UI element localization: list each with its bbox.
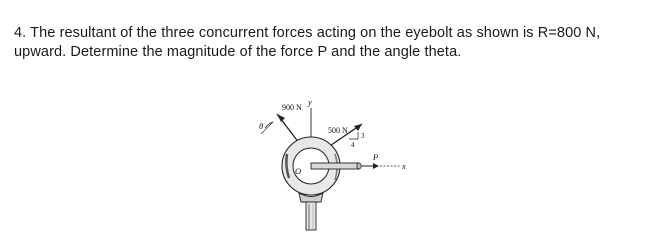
eyebolt-diagram xyxy=(255,96,415,234)
y-axis-label: y xyxy=(308,97,312,107)
eyebolt-figure xyxy=(255,96,415,234)
eyebolt-stem xyxy=(306,202,316,230)
force-900-label: 900 N xyxy=(282,103,302,112)
force-900-arrowhead xyxy=(277,114,285,122)
force-p-arrowhead xyxy=(373,163,379,169)
force-500-label: 500 N xyxy=(328,126,348,135)
x-axis-label: x xyxy=(402,161,406,171)
slope-run-label: 4 xyxy=(351,141,355,149)
horizontal-rod xyxy=(311,163,359,169)
rod-end xyxy=(357,163,361,169)
problem-statement xyxy=(14,24,644,62)
problem-line-2: upward. Determine the magnitude of the force P and the angle theta. xyxy=(14,44,462,60)
problem-line-1: 4. The resultant of the three concurrent forces acting on the eyebolt as shown is R=800 N, xyxy=(14,25,601,41)
force-p-label: P xyxy=(373,152,379,162)
origin-label: O xyxy=(295,166,302,176)
force-500-arrowhead xyxy=(354,124,362,131)
slope-triangle xyxy=(349,132,358,139)
slope-rise-label: 3 xyxy=(361,132,365,140)
theta-label: θ xyxy=(259,121,264,131)
